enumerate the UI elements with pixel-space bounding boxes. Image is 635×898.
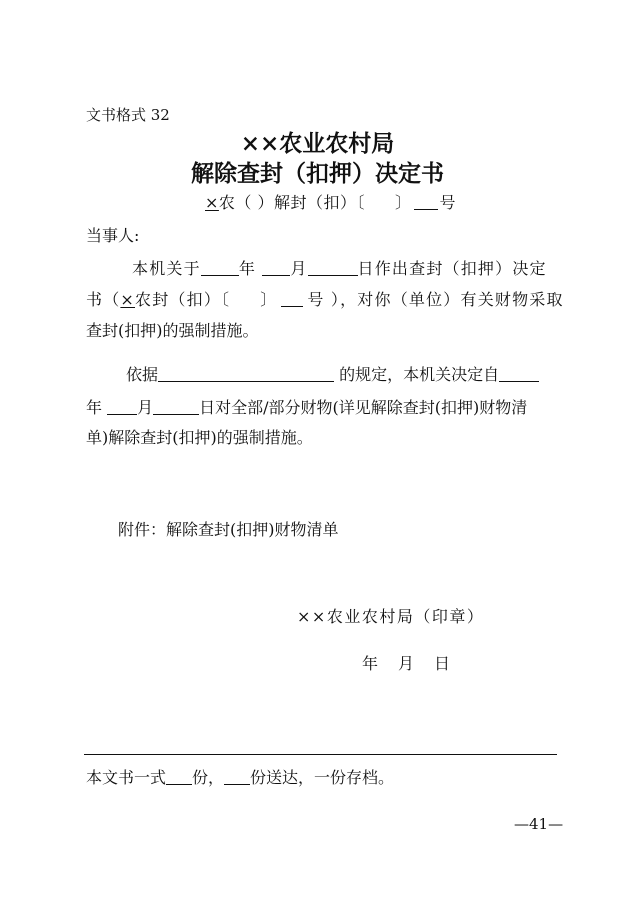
doc-number-blank[interactable]: [414, 193, 438, 210]
attachment-note: 附件：解除查封(扣押)财物清单: [118, 520, 339, 539]
p1-text-d: 日作出查封（扣押）决定: [357, 259, 547, 278]
p1-text-f: 农封（扣）〔: [135, 290, 231, 309]
paragraph1-line2: [86, 287, 564, 310]
release-day-blank[interactable]: [153, 398, 199, 415]
p2-text-year: 年: [86, 398, 108, 417]
p2-text-c: 日对全部/部分财物(详见解除查封(扣押)财物清: [199, 398, 528, 417]
decision-number-blank[interactable]: [281, 290, 303, 307]
copies-text-c: 份送达，一份存档。: [250, 768, 395, 787]
p2-text-a: 依据: [126, 365, 159, 384]
page-number: —41—: [514, 815, 564, 833]
legal-basis-blank[interactable]: [158, 365, 334, 382]
release-month-blank[interactable]: [107, 398, 137, 415]
p1-x-mark: ×: [120, 290, 136, 309]
release-year-blank[interactable]: [499, 365, 539, 382]
paragraph2-line1: [126, 362, 539, 385]
p2-text-b: 的规定，本机关决定自: [334, 365, 500, 384]
paragraph2-line3: 单)解除查封(扣押)的强制措施。: [86, 428, 313, 447]
document-format-label: 文书格式 32: [86, 106, 170, 124]
p1-text-month: 月: [290, 259, 308, 278]
doc-number-suffix: 号: [439, 193, 457, 212]
party-label: 当事人:: [86, 226, 140, 245]
paragraph1-line3: 查封(扣押)的强制措施。: [86, 321, 259, 340]
day-blank[interactable]: [308, 259, 358, 276]
p1-text-h: 号 ），对你（单位）有关财物采取: [307, 290, 564, 309]
year-blank[interactable]: [201, 259, 239, 276]
month-blank[interactable]: [262, 259, 290, 276]
paragraph1-line1: [132, 256, 547, 279]
doc-number-x-mark: ×: [205, 193, 219, 212]
copies-note: [86, 765, 394, 788]
document-number-line: [205, 190, 456, 213]
copies-text-b: 份，: [192, 768, 225, 787]
doc-number-bracket-close: 〕: [395, 193, 412, 212]
document-title: 解除查封（扣押）决定书: [191, 160, 444, 187]
p1-text-g: 〕: [260, 290, 278, 309]
doc-number-text: 农（ ）解封（扣）〔: [218, 193, 365, 212]
footer-divider: [84, 754, 557, 755]
served-copies-blank[interactable]: [224, 768, 250, 785]
organization-title: ××农业农村局: [240, 130, 395, 157]
issuing-authority-seal-line: ××农业农村局（印章）: [297, 607, 485, 626]
p1-text-e: 书（: [86, 290, 121, 309]
paragraph2-line2: [86, 395, 527, 418]
copies-text-a: 本文书一式: [86, 768, 167, 787]
signature-date-line: 年 月 日: [362, 654, 453, 673]
p1-text-a: 本机关于: [132, 259, 201, 278]
total-copies-blank[interactable]: [166, 768, 192, 785]
p2-text-month: 月: [137, 398, 154, 417]
p1-text-year: 年: [238, 259, 257, 278]
